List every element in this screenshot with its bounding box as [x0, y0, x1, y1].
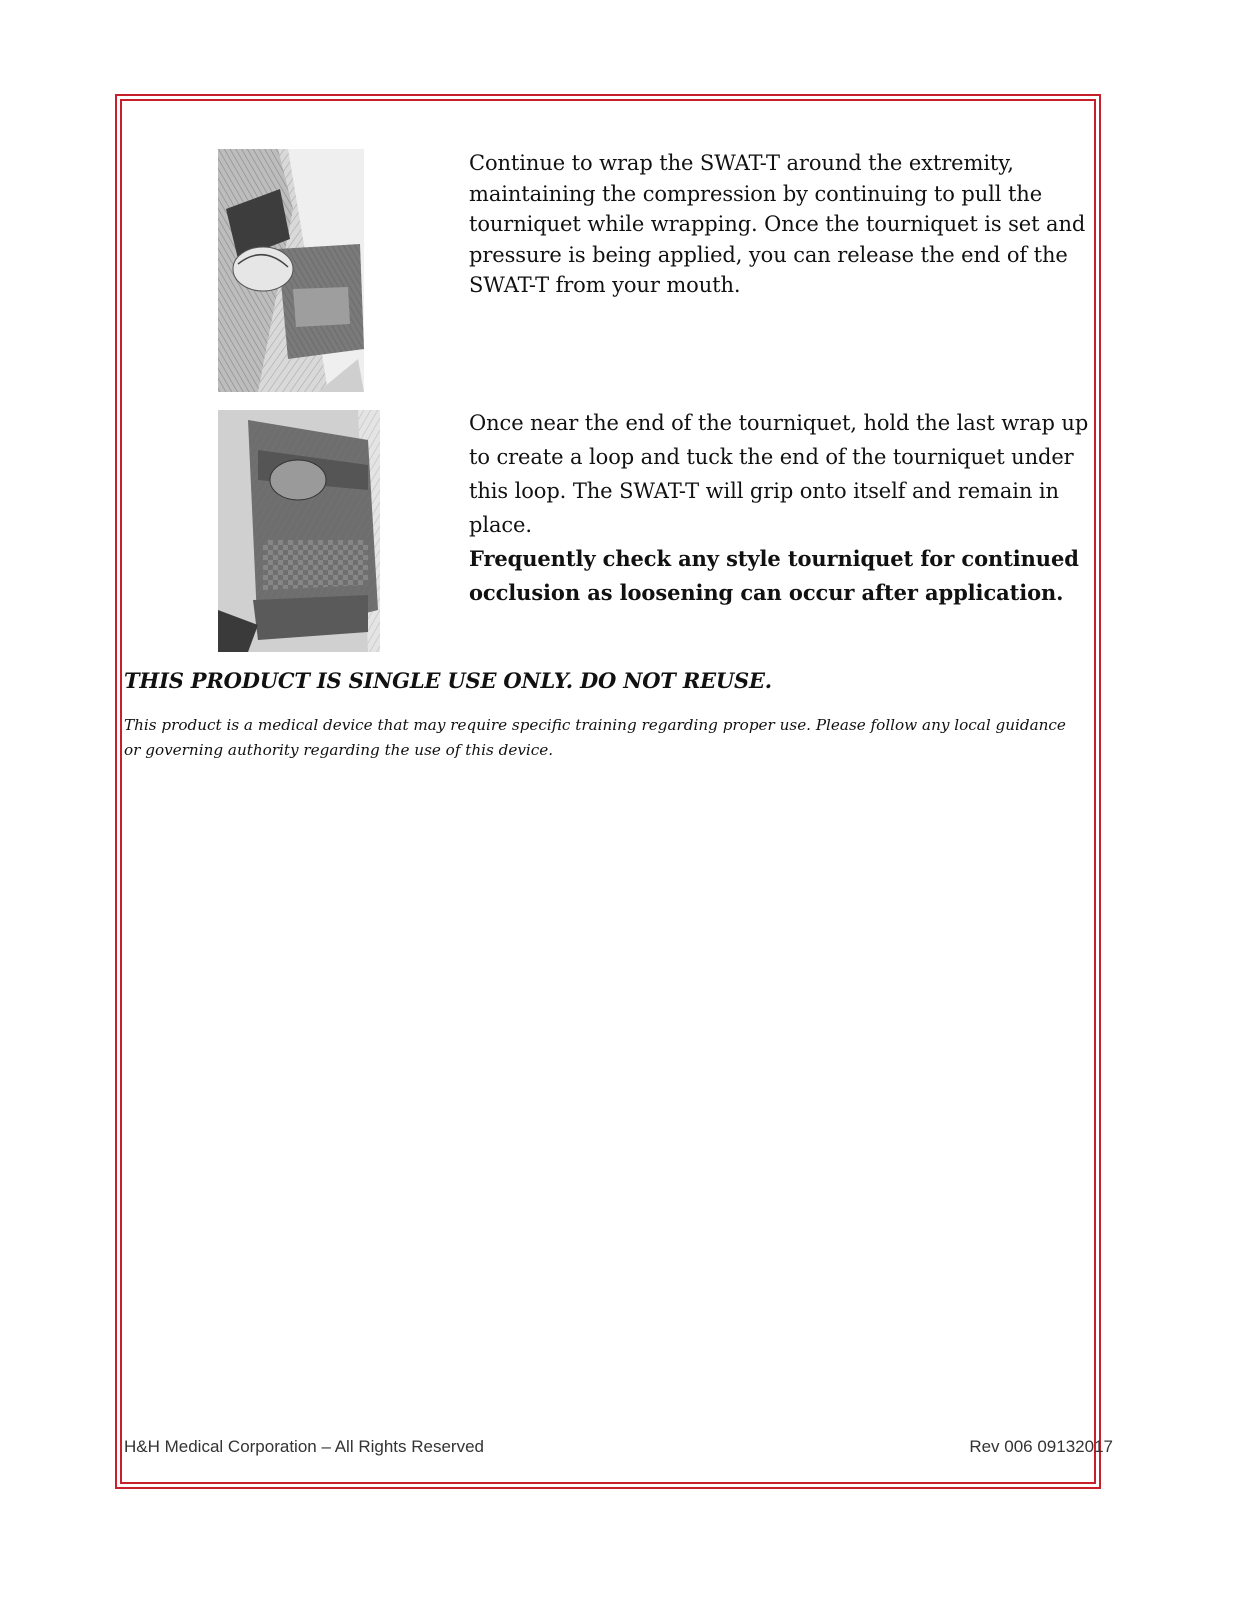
tuck-sketch-icon [218, 410, 380, 652]
arm-wrap-sketch-icon [218, 149, 364, 392]
step-1-paragraph: Continue to wrap the SWAT-T around the extremity, maintaining the compression by continuing to pull the tourniquet while wrapping. Once the tourniquet is set and pressure is being applied, you can release the end of the SWAT-T from your mouth. [469, 151, 1086, 297]
single-use-warning: THIS PRODUCT IS SINGLE USE ONLY. DO NOT REUSE. [124, 668, 772, 693]
footer-revision: Rev 006 09132017 [969, 1437, 1113, 1456]
step-2-text [469, 406, 1109, 610]
step-2-illustration [218, 410, 380, 652]
step-2-bold-warning: Frequently check any style tourniquet for continued occlusion as loosening can occur after application. [469, 546, 1079, 605]
medical-disclaimer: This product is a medical device that may require specific training regarding proper use. Please follow any local guidance or governing authority regarding the use of this device. [124, 716, 1066, 759]
footer-copyright: H&H Medical Corporation – All Rights Reserved [124, 1437, 484, 1456]
step-2-instructions: Once near the end of the tourniquet, hold the last wrap up to create a loop and tuck the end of the tourniquet under this loop. The SWAT-T will grip onto itself and remain in place. [469, 411, 1089, 537]
step-1-illustration [218, 149, 364, 392]
step-2-paragraph [469, 406, 1109, 610]
step-1-text [469, 148, 1109, 301]
